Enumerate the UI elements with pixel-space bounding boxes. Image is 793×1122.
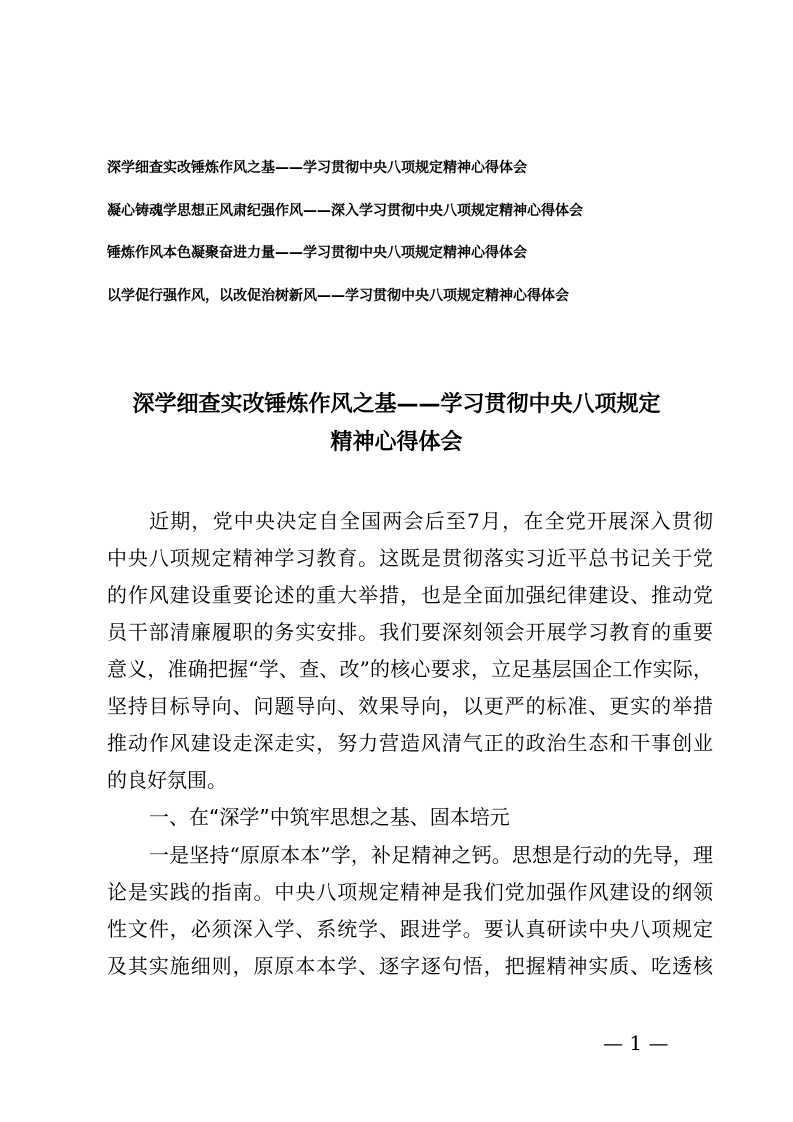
paragraph-line: 坚持目标导向、问题导向、效果导向，以更严的标准、更实的举措: [107, 694, 713, 718]
toc-item: 凝心铸魂学思想正风肃纪强作风——深入学习贯彻中央八项规定精神心得体会: [107, 203, 583, 219]
section-heading: 一、在“深学”中筑牢思想之基、固本培元: [149, 805, 510, 829]
document-title-line2: 精神心得体会: [330, 430, 463, 455]
paragraph-line: 近期，党中央决定自全国两会后至7月，在全党开展深入贯彻: [149, 509, 713, 533]
toc-item: 深学细查实改锤炼作风之基——学习贯彻中央八项规定精神心得体会: [107, 160, 527, 176]
paragraph-line: 中央八项规定精神学习教育。这既是贯彻落实习近平总书记关于党: [107, 546, 713, 570]
paragraph-line: 一是坚持“原原本本”学，补足精神之钙。思想是行动的先导，理: [149, 843, 713, 867]
paragraph-line: 及其实施细则，原原本本学、逐字逐句悟，把握精神实质、吃透核: [107, 954, 713, 978]
paragraph-line: 论是实践的指南。中央八项规定精神是我们党加强作风建设的纲领: [107, 880, 713, 904]
toc-item: 锤炼作风本色凝聚奋进力量——学习贯彻中央八项规定精神心得体会: [107, 245, 527, 261]
paragraph-line: 意义，准确把握“学、查、改”的核心要求，立足基层国企工作实际，: [107, 657, 713, 681]
paragraph-line: 员干部清廉履职的务实安排。我们要深刻领会开展学习教育的重要: [107, 620, 713, 644]
paragraph-line: 的作风建设重要论述的重大举措，也是全面加强纪律建设、推动党: [107, 583, 713, 607]
paragraph-line: 推动作风建设走深走实，努力营造风清气正的政治生态和干事创业: [107, 731, 713, 755]
paragraph-line: 性文件，必须深入学、系统学、跟进学。要认真研读中央八项规定: [107, 917, 713, 941]
document-title-line1: 深学细查实改锤炼作风之基——学习贯彻中央八项规定: [132, 392, 661, 417]
toc-item: 以学促行强作风，以改促治树新风——学习贯彻中央八项规定精神心得体会: [107, 288, 569, 304]
page-number: — 1 —: [603, 1031, 669, 1055]
paragraph-line: 的良好氛围。: [107, 768, 227, 792]
